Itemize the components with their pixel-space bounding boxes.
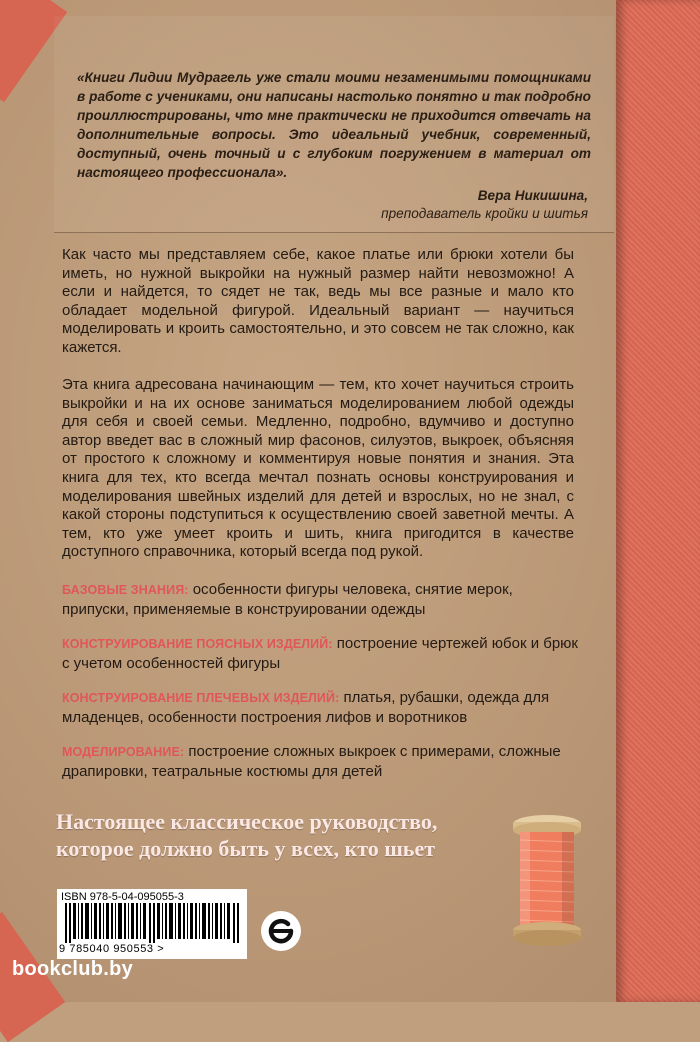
topic-item-basics	[62, 580, 582, 620]
fabric-border	[616, 0, 700, 1002]
topic-item-waist	[62, 634, 582, 674]
topic-heading: МОДЕЛИРОВАНИЕ:	[62, 745, 185, 759]
topic-text: построение чертежей юбок и брюк с учетом особенностей фигуры	[62, 635, 578, 672]
tagline-line-1: Настоящее классическое руководство,	[56, 809, 438, 834]
description-paragraph-1: Как часто мы представляем себе, какое платье или брюки хотели бы иметь, но нужной выкройки на нужный размер найти невозможно! А если и найдется, то сядет не так, ведь мы все разные и мало кто обладает модельной фигурой. Идеальный вариант — научиться моделировать и кроить самостоятельно, и это совсем не так сложно, как кажется.	[62, 246, 574, 356]
topic-text: построение сложных выкроек с примерами, сложные драпировки, театральные костюмы для детей	[62, 743, 561, 780]
watermark-text: bookclub.by	[12, 958, 134, 980]
description-paragraph-2: Эта книга адресована начинающим — тем, кто хочет научиться строить выкройки и на их основе заниматься моделированием любой одежды для себя и своей семьи. Медленно, подробно, вдумчиво и доступно автор введет вас в сложный мир фасонов, силуэтов, выкроек, объясняя от простого к сложному и комментируя новые понятия и знания. Эта книга для тех, кто всегда мечтал познать основы конструирования и моделирования швейных изделий для детей и взрослых, но не знал, с какой стороны подступиться к осуществлению своей заветной мечты. А тем, кто уже умеет кроить и шить, книга пригодится в качестве доступного справочника, который всегда под рукой.	[62, 376, 574, 561]
topic-heading: КОНСТРУИРОВАНИЕ ПОЯСНЫХ ИЗДЕЛИЙ:	[62, 637, 333, 651]
topic-text: особенности фигуры человека, снятие мерок, припуски, применяемые в конструировании одежды	[62, 581, 513, 618]
topic-heading: КОНСТРУИРОВАНИЕ ПЛЕЧЕВЫХ ИЗДЕЛИЙ:	[62, 691, 340, 705]
publisher-logo-icon	[260, 910, 302, 952]
barcode-label	[57, 889, 247, 959]
barcode-icon	[65, 903, 241, 943]
review-quote: «Книги Лидии Мудрагель уже стали моими незаменимыми помощниками в работе с учениками, они написаны настолько понятно и так подробно проиллюстрированы, что мне практически не приходится отвечать на дополнительные вопросы. Это идеальный учебник, современный, доступный, очень точный и с глубоким погружением в материал от настоящего профессионала».	[77, 70, 591, 180]
topic-item-shoulder	[62, 688, 582, 728]
tagline-line-2: которое должно быть у всех, кто шьет	[56, 836, 436, 861]
topic-item-modeling	[62, 742, 582, 782]
barcode-digits: 9 785040 950553 >	[59, 943, 165, 955]
quote-author	[381, 187, 588, 223]
isbn-text: ISBN 978-5-04-095055-3	[61, 891, 184, 903]
topic-text: платья, рубашки, одежда для младенцев, особенности построения лифов и воротников	[62, 689, 550, 726]
author-role: преподаватель кройки и шитья	[381, 206, 588, 221]
tagline	[56, 808, 506, 862]
topic-heading: БАЗОВЫЕ ЗНАНИЯ:	[62, 583, 189, 597]
author-name: Вера Никишина,	[477, 188, 588, 203]
thread-spool-icon	[508, 810, 586, 950]
